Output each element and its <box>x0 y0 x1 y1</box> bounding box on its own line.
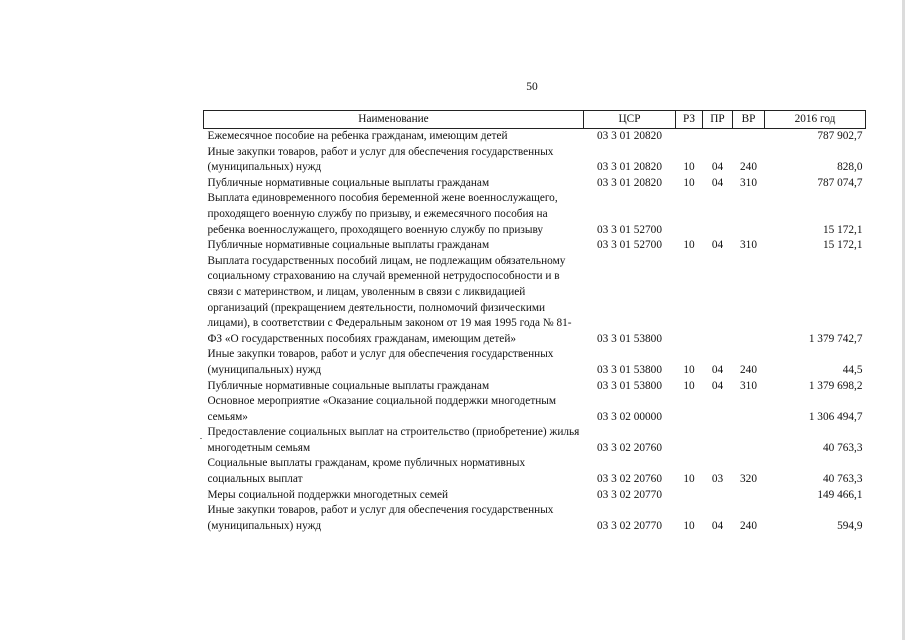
row-csr: 03 3 01 53800 <box>597 332 662 345</box>
row-name: Иные закупки товаров, работ и услуг для обеспечения государственных (муниципальных) нужд <box>207 145 554 174</box>
row-name: Публичные нормативные социальные выплаты гражданам <box>207 239 490 252</box>
row-rz: 10 <box>683 473 695 486</box>
row-pr: 04 <box>711 363 724 376</box>
row-name: Выплата государственных пособий лицам, не подлежащим обязательному социальному страхованию на случай временной нетрудоспособности и в связи с материнством, и лицам, уволенным в связи с ликвидацией организаций (прекращением деятельности, полномочий физическими лицами), в соответствии с Федеральным законом от 19 мая 1995 года № 81-ФЗ «О государственных пособиях гражданам, имеющим детей» <box>207 254 572 345</box>
row-csr: 03 3 01 20820 <box>597 176 662 189</box>
row-name: Основное мероприятие «Оказание социальной поддержки многодетным семьям» <box>207 395 557 423</box>
row-rz: 10 <box>683 519 695 532</box>
table-row <box>204 394 866 425</box>
header-rz: РЗ <box>676 111 703 129</box>
header-csr: ЦСР <box>584 111 676 129</box>
row-amount: 15 172,1 <box>822 223 863 236</box>
row-rz <box>676 425 703 456</box>
row-pr <box>703 488 733 504</box>
row-pr: 04 <box>711 161 724 174</box>
row-amount: 787 074,7 <box>817 176 863 189</box>
row-amount: 44,5 <box>842 363 863 376</box>
row-rz: 10 <box>683 363 695 376</box>
row-rz: 10 <box>683 176 695 189</box>
table-row <box>204 488 866 504</box>
row-pr: 03 <box>711 473 724 486</box>
table-row <box>204 347 866 378</box>
row-vr <box>733 394 765 425</box>
row-csr: 03 3 02 20760 <box>597 473 662 486</box>
row-name: Меры социальной поддержки многодетных семей <box>207 488 449 501</box>
row-name: Предоставление социальных выплат на строительство (приобретение) жилья многодетным семьям <box>207 426 580 454</box>
row-pr: 04 <box>711 379 724 392</box>
row-vr: 310 <box>740 379 757 392</box>
row-pr <box>703 394 733 425</box>
row-amount: 40 763,3 <box>822 441 863 454</box>
row-csr: 03 3 02 00000 <box>597 410 662 423</box>
scan-speck <box>200 438 202 439</box>
row-vr <box>733 425 765 456</box>
row-amount: 40 763,3 <box>822 473 863 486</box>
row-vr: 240 <box>740 363 757 376</box>
table-row <box>204 129 866 145</box>
row-csr: 03 3 01 52700 <box>597 239 662 252</box>
row-pr <box>703 425 733 456</box>
row-name: Социальные выплаты гражданам, кроме публичных нормативных социальных выплат <box>207 457 526 486</box>
row-csr: 03 3 02 20770 <box>597 488 662 501</box>
row-vr <box>733 129 765 145</box>
table-row <box>204 238 866 254</box>
row-vr: 310 <box>740 239 757 252</box>
row-name: Публичные нормативные социальные выплаты гражданам <box>207 379 490 392</box>
row-name: Публичные нормативные социальные выплаты гражданам <box>207 176 490 189</box>
row-vr: 310 <box>740 176 757 189</box>
row-amount: 1 379 742,7 <box>808 332 863 345</box>
table-row <box>204 254 866 348</box>
row-name: Иные закупки товаров, работ и услуг для обеспечения государственных (муниципальных) нужд <box>207 348 554 376</box>
row-csr: 03 3 02 20760 <box>597 441 662 454</box>
row-amount: 1 379 698,2 <box>808 379 863 392</box>
row-rz <box>676 191 703 238</box>
table-row <box>204 503 866 534</box>
row-csr: 03 3 02 20770 <box>597 519 662 532</box>
row-vr <box>733 191 765 238</box>
row-rz: 10 <box>683 161 695 174</box>
row-vr: 320 <box>740 473 757 486</box>
row-amount: 149 466,1 <box>817 488 863 501</box>
header-pr: ПР <box>703 111 733 129</box>
row-vr: 240 <box>740 519 757 532</box>
table-row <box>204 425 866 456</box>
table-row <box>204 176 866 192</box>
table-row <box>204 145 866 176</box>
row-csr: 03 3 01 53800 <box>597 363 662 376</box>
row-amount: 828,0 <box>837 161 863 174</box>
page-number: 50 <box>526 81 538 93</box>
row-csr: 03 3 01 20820 <box>597 130 662 142</box>
row-name: Иные закупки товаров, работ и услуг для обеспечения государственных (муниципальных) нужд <box>207 504 554 532</box>
row-pr: 04 <box>711 239 724 252</box>
row-rz <box>676 488 703 504</box>
row-amount: 1 306 494,7 <box>808 410 863 423</box>
row-rz <box>676 394 703 425</box>
row-csr: 03 3 01 20820 <box>597 161 662 174</box>
row-vr: 240 <box>740 161 757 174</box>
table-row <box>204 379 866 395</box>
header-year: 2016 год <box>765 111 866 129</box>
table-row <box>204 191 866 238</box>
row-amount: 15 172,1 <box>822 239 863 252</box>
row-amount: 594,9 <box>837 519 863 532</box>
row-name: Выплата единовременного пособия беременной жене военнослужащего, проходящего военную службу по призыву, и ежемесячного пособия на ребенка военнослужащего, проходящего военную службу по призыву <box>207 192 558 236</box>
header-name: Наименование <box>204 111 584 129</box>
row-pr <box>703 129 733 145</box>
row-vr <box>733 488 765 504</box>
row-csr: 03 3 01 53800 <box>597 379 662 392</box>
row-rz: 10 <box>683 379 695 392</box>
row-pr: 04 <box>711 519 724 532</box>
row-amount: 787 902,7 <box>817 130 863 142</box>
table-header-row <box>204 111 866 129</box>
row-pr: 04 <box>711 176 724 189</box>
row-pr <box>703 254 733 348</box>
row-rz: 10 <box>683 239 695 252</box>
row-csr: 03 3 01 52700 <box>597 223 662 236</box>
row-pr <box>703 191 733 238</box>
row-name: Ежемесячное пособие на ребенка гражданам, имеющим детей <box>207 130 508 142</box>
budget-table <box>203 110 866 534</box>
row-rz <box>676 254 703 348</box>
row-rz <box>676 129 703 145</box>
row-vr <box>733 254 765 348</box>
header-vr: ВР <box>733 111 765 129</box>
table-row <box>204 456 866 487</box>
